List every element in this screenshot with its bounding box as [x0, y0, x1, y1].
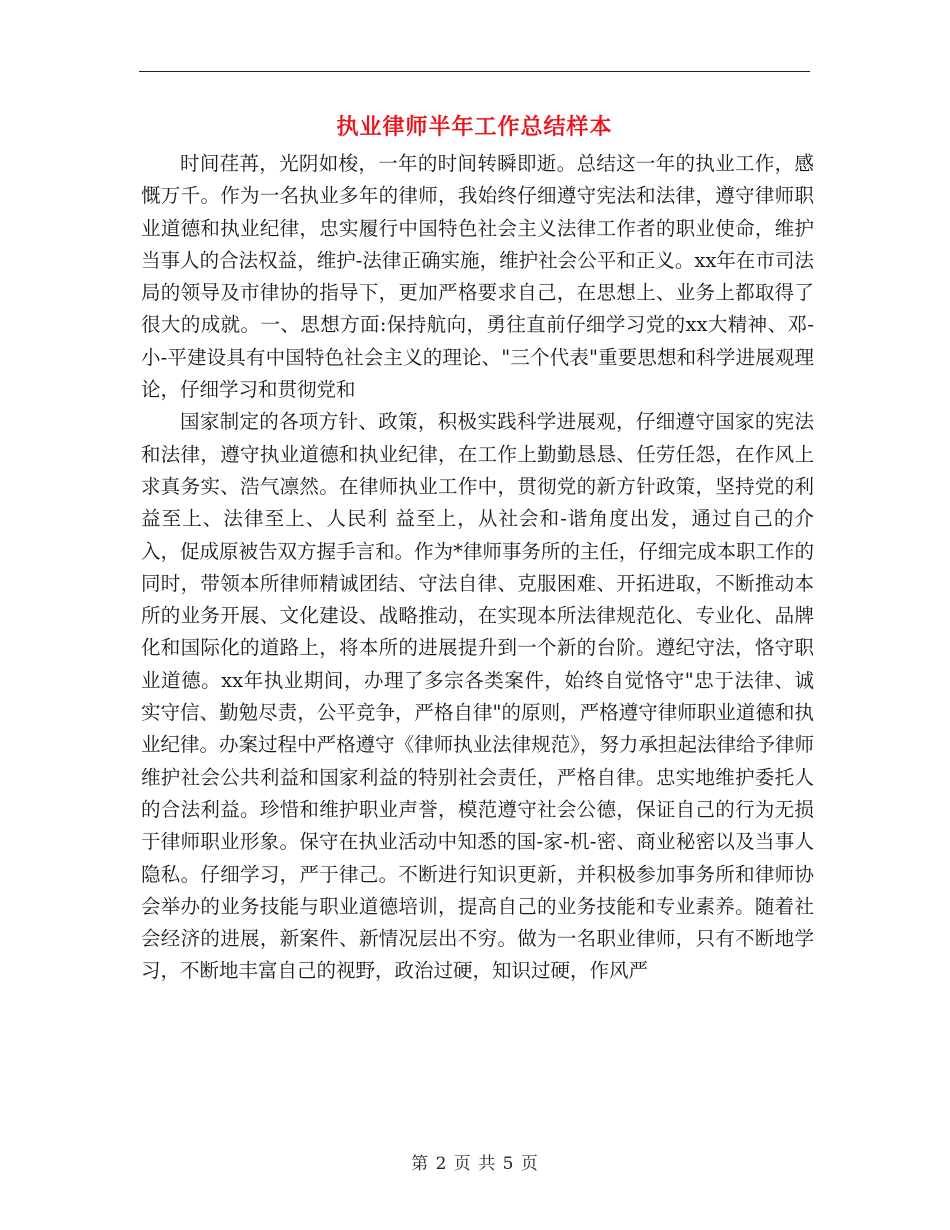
document-title: 执业律师半年工作总结样本 [336, 114, 613, 140]
document-body [141, 148, 814, 988]
paragraph-2: 国家制定的各项方针、政策，积极实践科学进展观，仔细遵守国家的宪法和法律，遵守执业道德和执业纪律，在工作上勤勤恳恳、任劳任怨，在作风上求真务实、浩气凛然。在律师执业工作中，贯彻党的新方针政策，坚持党的利益至上、法律至上、人民利 益至上，从社会和-谐角度出发，通过自己的介入，促成原被告双方握手言和。作为*律师事务所的主任，仔细完成本职工作的同时，带领本所律师精诚团结、守法自律、克服困难、开拓进取，不断推动本所的业务开展、文化建设、战略推动，在实现本所法律规范化、专业化、品牌化和国际化的道路上，将本所的进展提升到一个新的台阶。遵纪守法，恪守职业道德。xx年执业期间，办理了多宗各类案件，始终自觉恪守"忠于法律、诚实守信、勤勉尽责，公平竞争，严格自律"的原则，严格遵守律师职业道德和执业纪律。办案过程中严格遵守《律师执业法律规范》，努力承担起法律给予律师维护社会公共利益和国家利益的特别社会责任，严格自律。忠实地维护委托人的合法利益。珍惜和维护职业声誉，模范遵守社会公德，保证自己的行为无损于律师职业形象。保守在执业活动中知悉的国-家-机-密、商业秘密以及当事人隐私。仔细学习，严于律己。不断进行知识更新，并积极参加事务所和律师协会举办的业务技能与职业道德培训，提高自己的业务技能和专业素养。随着社会经济的进展，新案件、新情况层出不穷。做为一名职业律师，只有不断地学习，不断地丰富自己的视野，政治过硬，知识过硬，作风严 [141, 410, 814, 983]
paragraph-1: 时间荏苒，光阴如梭，一年的时间转瞬即逝。总结这一年的执业工作，感慨万千。作为一名执业多年的律师，我始终仔细遵守宪法和法律，遵守律师职业道德和执业纪律，忠实履行中国特色社会主义法律工作者的职业使命，维护当事人的合法权益，维护-法律正确实施，维护社会公平和正义。xx年在市司法局的领导及市律协的指导下，更加严格要求自己，在思想上、业务上都取得了很大的成就。一、思想方面:保持航向，勇往直前仔细学习党的xx大精神、邓-小-平建设具有中国特色社会主义的理论、"三个代表"重要思想和科学进展观理论，仔细学习和贯彻党和 [141, 152, 814, 402]
header-rule [139, 71, 810, 72]
page-number-footer: 第 2 页 共 5 页 [411, 1154, 539, 1174]
